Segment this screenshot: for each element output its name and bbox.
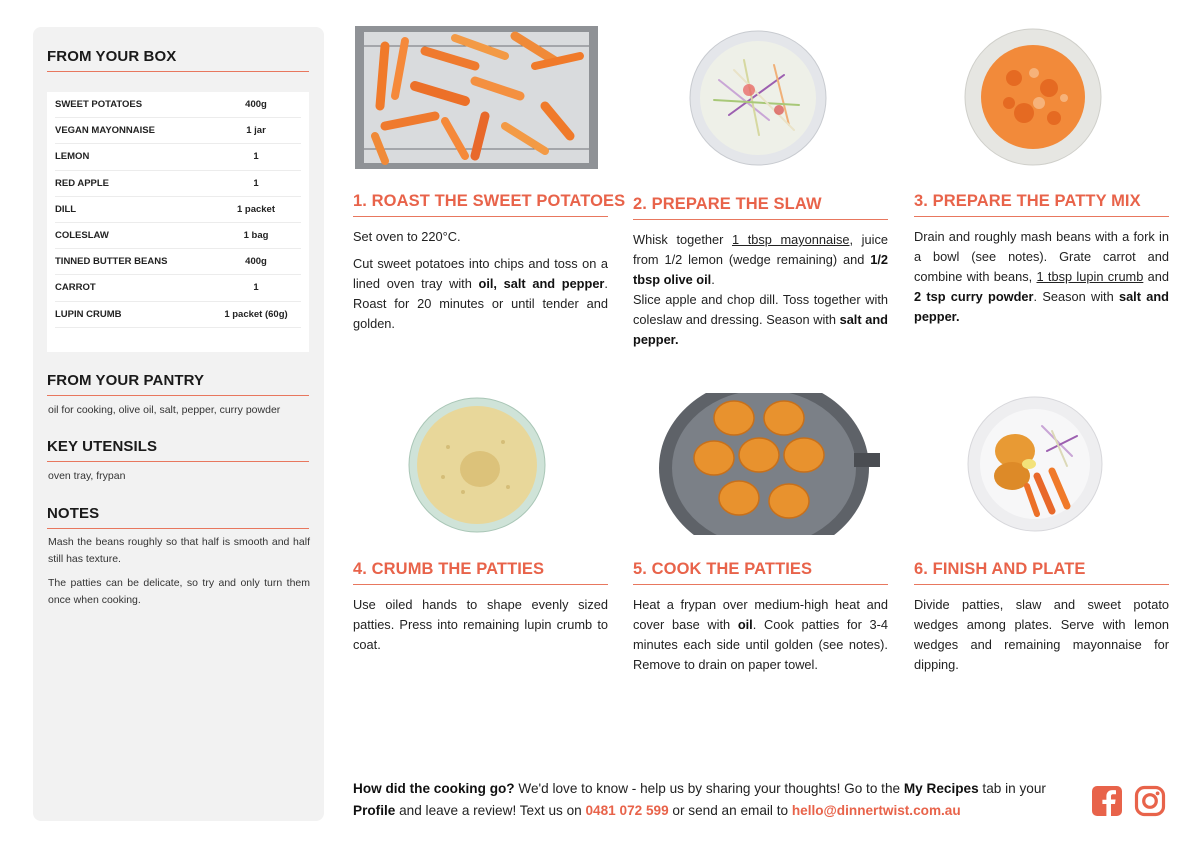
- step-bold-text: salt and pepper.: [914, 289, 1169, 324]
- from-your-pantry-heading: FROM YOUR PANTRY: [47, 372, 309, 396]
- sweet-potato-wedges-photo: [355, 26, 598, 169]
- ingredient-name: DILL: [55, 203, 77, 215]
- footer-text: tab in your: [978, 781, 1046, 796]
- my-recipes-link[interactable]: My Recipes: [903, 781, 979, 796]
- step-6: [914, 560, 1169, 675]
- step-2: [633, 195, 888, 350]
- ingredient-name: COLESLAW: [55, 230, 109, 242]
- step-bold-text: oil: [737, 617, 753, 632]
- step-body: [914, 227, 1169, 327]
- step-text: Cut sweet potatoes into chips and toss on a lined oven tray with: [353, 256, 608, 291]
- step-paragraph: [633, 595, 888, 675]
- step-underlined-text: 1 tbsp lupin crumb: [1036, 269, 1144, 284]
- ingredient-row: [55, 275, 301, 301]
- crumb-bowl-photo: [408, 397, 546, 533]
- patty-mix-bowl-photo: [964, 28, 1102, 166]
- footer-question: How did the cooking go?: [353, 781, 515, 796]
- step-title: 5. COOK THE PATTIES: [633, 560, 888, 585]
- ingredient-name: CARROT: [55, 282, 96, 294]
- step-text: Heat a frypan over medium-high heat and cover base with: [633, 597, 888, 632]
- ingredients-sidebar: [33, 27, 324, 821]
- phone-number-link[interactable]: 0481 072 599: [585, 803, 669, 818]
- step-bold-text: salt and pepper.: [633, 312, 888, 347]
- step-body: [353, 595, 608, 655]
- ingredient-qty: 1 jar: [246, 125, 266, 137]
- step-text: . Roast for 20 minutes or until tender and golden.: [353, 276, 608, 331]
- step-4: [353, 560, 608, 655]
- step-text: , juice from 1/2 lemon (wedge remaining) and: [633, 232, 888, 267]
- step-text: Whisk together: [633, 232, 732, 247]
- step-bold-text: oil, salt and pepper: [478, 276, 605, 291]
- step-title: 1. ROAST THE SWEET POTATOES: [353, 192, 608, 217]
- utensils-text: oven tray, frypan: [48, 470, 126, 482]
- instagram-icon[interactable]: [1134, 785, 1166, 817]
- step-body: [633, 595, 888, 675]
- step-text: .: [711, 272, 715, 287]
- step-3: [914, 192, 1169, 327]
- ingredient-qty: 1 packet (60g): [224, 308, 288, 320]
- ingredient-name: RED APPLE: [55, 177, 110, 189]
- note-paragraph: Mash the beans roughly so that half is smooth and half still has texture.: [48, 536, 310, 565]
- footer-text: or send an email to: [668, 803, 792, 818]
- step-bold-text: 2 tsp curry powder: [914, 289, 1034, 304]
- step-paragraph: [914, 227, 1169, 327]
- feedback-footer: [353, 778, 1073, 822]
- ingredient-row: [55, 92, 301, 118]
- key-utensils-heading: KEY UTENSILS: [47, 438, 309, 462]
- ingredient-qty: 1: [253, 177, 259, 189]
- step-1: [353, 192, 626, 341]
- footer-text: We'd love to know - help us by sharing your thoughts! Go to the: [514, 781, 904, 796]
- step-underlined-text: 1 tbsp mayonnaise: [732, 232, 850, 247]
- ingredient-qty: 400g: [245, 99, 267, 111]
- step-5: [633, 560, 888, 675]
- step-text: and: [1143, 269, 1170, 284]
- profile-link[interactable]: Profile: [353, 803, 396, 818]
- ingredient-qty: 1: [253, 151, 259, 163]
- ingredient-row: [55, 144, 301, 170]
- ingredient-row: [55, 223, 301, 249]
- step-paragraph: Set oven to 220°C.: [353, 229, 461, 244]
- step-paragraph: Divide patties, slaw and sweet potato wedges among plates. Serve with lemon wedges and remaining mayonnaise for dipping.: [914, 597, 1169, 672]
- ingredient-qty: 1 bag: [243, 230, 269, 242]
- ingredient-name: TINNED BUTTER BEANS: [55, 256, 168, 268]
- step-body: [633, 230, 888, 350]
- ingredient-qty: 1: [253, 282, 259, 294]
- pantry-text: oil for cooking, olive oil, salt, pepper, curry powder: [48, 404, 281, 416]
- step-title: 3. PREPARE THE PATTY MIX: [914, 192, 1169, 217]
- ingredient-row: [55, 118, 301, 144]
- step-paragraph: [633, 230, 888, 290]
- step-paragraph: [353, 254, 608, 334]
- ingredient-name: LUPIN CRUMB: [55, 308, 122, 320]
- step-paragraph: Use oiled hands to shape evenly sized patties. Press into remaining lupin crumb to coat.: [353, 597, 608, 652]
- plated-dish-photo: [967, 396, 1103, 533]
- ingredient-name: LEMON: [55, 151, 90, 163]
- step-text: . Cook patties for 3-4 minutes each side until golden (see notes). Remove to drain on paper towel.: [633, 617, 888, 672]
- step-bold-text: 1/2 tbsp olive oil: [633, 252, 888, 287]
- step-body: [353, 227, 608, 334]
- slaw-bowl-photo: [689, 30, 827, 166]
- step-text: Drain and roughly mash beans with a fork in a bowl (see notes). Grate carrot and combine with beans,: [914, 229, 1169, 284]
- ingredient-row: [55, 171, 301, 197]
- step-title: 4. CRUMB THE PATTIES: [353, 560, 608, 585]
- ingredient-name: VEGAN MAYONNAISE: [55, 125, 155, 137]
- email-link[interactable]: hello@dinnertwist.com.au: [791, 803, 961, 818]
- notes-heading: NOTES: [47, 505, 309, 529]
- step-paragraph: [633, 290, 888, 350]
- ingredient-table: [47, 92, 309, 352]
- note-paragraph: The patties can be delicate, so try and only turn them once when cooking.: [48, 577, 310, 606]
- ingredient-name: SWEET POTATOES: [55, 99, 143, 111]
- step-title: 2. PREPARE THE SLAW: [633, 195, 888, 220]
- step-body: [914, 595, 1169, 675]
- ingredient-row: [55, 249, 301, 275]
- patties-frypan-photo: [659, 393, 880, 535]
- footer-text: and leave a review! Text us on: [395, 803, 586, 818]
- ingredient-qty: 1 packet: [236, 203, 276, 215]
- ingredient-row: [55, 197, 301, 223]
- step-text: . Season with: [1033, 289, 1119, 304]
- facebook-icon[interactable]: [1091, 785, 1123, 817]
- step-text: Slice apple and chop dill. Toss together with coleslaw and dressing. Season with: [633, 292, 888, 327]
- notes-text: [48, 534, 310, 616]
- from-your-box-heading: FROM YOUR BOX: [47, 48, 309, 72]
- ingredient-row: [55, 302, 301, 328]
- step-title: 6. FINISH AND PLATE: [914, 560, 1169, 585]
- ingredient-qty: 400g: [245, 256, 267, 268]
